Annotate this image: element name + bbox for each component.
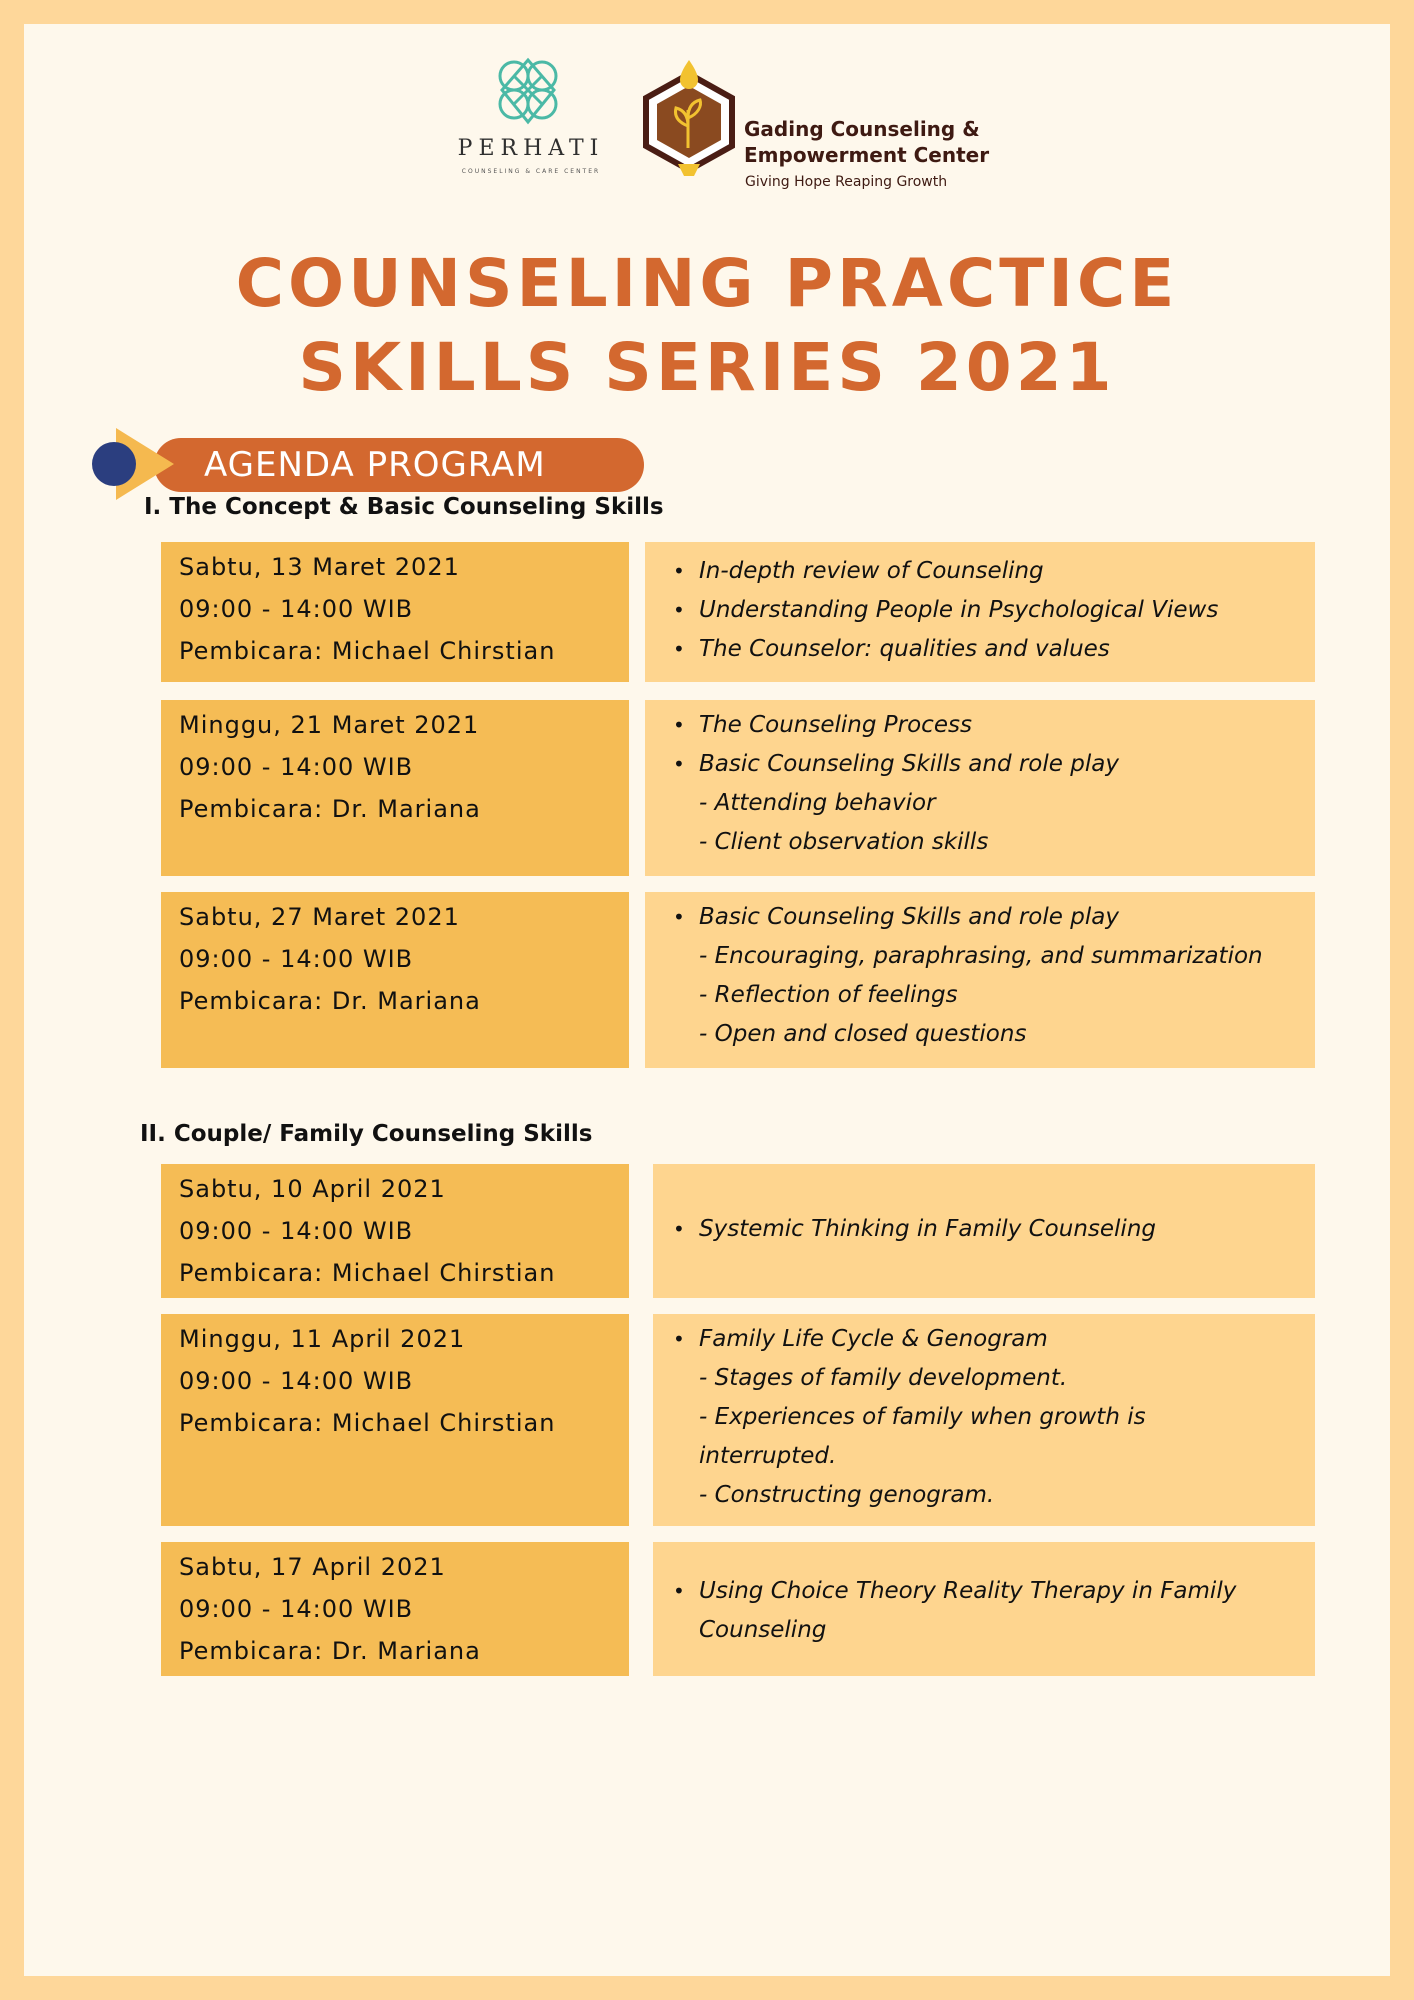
session-time: 09:00 - 14:00 WIB [179,1217,414,1245]
flyer-page [24,24,1390,1976]
gading-name-line2: Empowerment Center [744,143,990,167]
agenda-label: AGENDA PROGRAM [154,438,644,492]
session-time: 09:00 - 14:00 WIB [179,1367,414,1395]
perhati-subtitle: COUNSELING & CARE CENTER [461,168,601,175]
session-date: Sabtu, 27 Maret 2021 [179,903,460,931]
perhati-name: PERHATI [457,136,605,161]
gading-logo [638,60,1018,200]
session-topics [645,892,1315,1068]
session-date: Minggu, 11 April 2021 [179,1325,466,1353]
session-topics [653,1164,1315,1298]
list-item: • Using Choice Theory Reality Therapy in Family Counseling [673,1578,1237,1643]
circle-icon [92,442,136,486]
topic-list [669,1210,1315,1249]
session-topics [653,1314,1315,1526]
gading-name-line1: Gading Counseling & [744,117,980,141]
page-title [24,242,1390,410]
section-heading-1: I. The Concept & Basic Counseling Skills [144,494,664,520]
list-item: - Stages of family development. [699,1365,1068,1391]
gading-sprout-icon [638,60,740,178]
topic-list [669,1572,1269,1650]
title-line1: COUNSELING PRACTICE [235,245,1179,322]
perhati-knot-icon [484,54,572,128]
session-date: Sabtu, 17 April 2021 [179,1553,446,1581]
list-item: • In-depth review of Counseling [673,558,1044,584]
list-item: - Attending behavior [699,790,936,816]
section-heading-2: II. Couple/ Family Counseling Skills [140,1121,593,1147]
gading-tagline: Giving Hope Reaping Growth [745,174,948,190]
topic-list [669,898,1315,1054]
session-speaker: Pembicara: Michael Chirstian [179,1259,556,1287]
list-item: • The Counselor: qualities and values [673,636,1110,662]
session-info [161,700,629,876]
perhati-logo [428,54,634,194]
session-date: Minggu, 21 Maret 2021 [179,711,480,739]
session-date: Sabtu, 10 April 2021 [179,1175,446,1203]
list-item: • The Counseling Process [673,712,972,738]
list-item: • Systemic Thinking in Family Counseling [673,1216,1156,1242]
session-info [161,1164,629,1298]
session-topics [653,1542,1315,1676]
gading-name [744,116,1024,168]
session-speaker: Pembicara: Michael Chirstian [179,637,556,665]
title-line2: SKILLS SERIES 2021 [298,329,1116,406]
session-time: 09:00 - 14:00 WIB [179,595,414,623]
session-speaker: Pembicara: Michael Chirstian [179,1409,556,1437]
list-item: - Open and closed questions [699,1021,1027,1047]
list-item: - Client observation skills [699,829,989,855]
session-speaker: Pembicara: Dr. Mariana [179,795,481,823]
list-item: - Constructing genogram. [699,1482,995,1508]
session-time: 09:00 - 14:00 WIB [179,753,414,781]
session-info [161,542,629,682]
topic-list [669,1320,1289,1515]
list-item: • Basic Counseling Skills and role play [673,751,1119,777]
session-info [161,892,629,1068]
list-item: • Family Life Cycle & Genogram [673,1326,1048,1352]
session-speaker: Pembicara: Dr. Mariana [179,1637,481,1665]
session-topics [645,700,1315,876]
session-time: 09:00 - 14:00 WIB [179,1595,414,1623]
session-time: 09:00 - 14:00 WIB [179,945,414,973]
list-item: • Understanding People in Psychological Views [673,597,1219,623]
session-speaker: Pembicara: Dr. Mariana [179,987,481,1015]
session-date: Sabtu, 13 Maret 2021 [179,553,460,581]
session-info [161,1314,629,1526]
topic-list [669,706,1315,862]
session-topics [645,542,1315,682]
session-info [161,1542,629,1676]
list-item: - Experiences of family when growth is interrupted. [699,1404,1146,1469]
list-item: • Basic Counseling Skills and role play [673,904,1119,930]
list-item: - Encouraging, paraphrasing, and summarization [699,943,1263,969]
list-item: - Reflection of feelings [699,982,958,1008]
topic-list [669,552,1315,669]
